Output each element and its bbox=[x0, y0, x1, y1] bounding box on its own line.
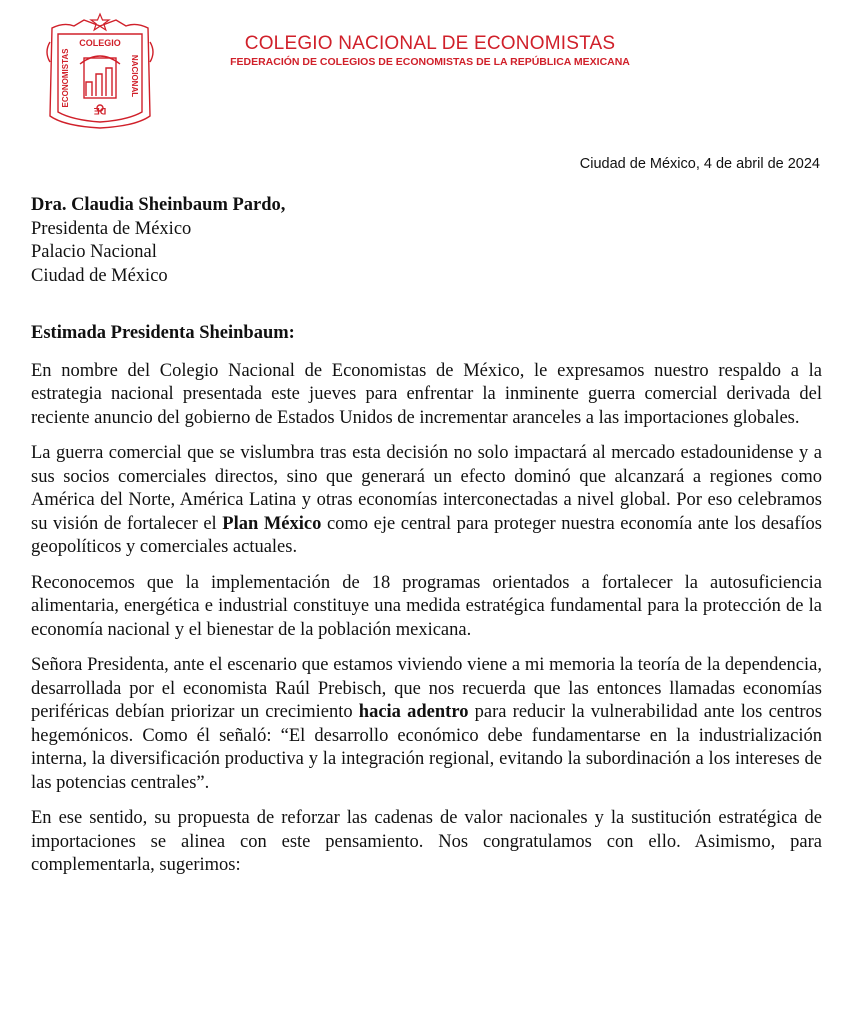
recipient-title: Presidenta de México bbox=[31, 218, 192, 239]
letterhead-org bbox=[160, 33, 700, 69]
letter-body bbox=[31, 322, 822, 890]
date-line: Ciudad de México, 4 de abril de 2024 bbox=[579, 156, 820, 172]
paragraph-3: Reconocemos que la implementación de 18 programas orientados a fortalecer la autosuficiencia alimentaria, energética e industrial constituye una medida estratégica fundamental para la protección de la economía nacional y el bienestar de la población mexicana. bbox=[31, 572, 822, 640]
paragraph-4-text-b: para reducir la vulnerabilidad ante los centros hegemónicos. Como él señaló: “El desarrollo económico debe fundamentarse en la industrialización interna, la diversificación productiva y la integración regional, evitando la subordinación a los intereses de las potencias centrales”. bbox=[31, 702, 822, 793]
paragraph-4 bbox=[31, 654, 822, 795]
paragraph-2-text-a: La guerra comercial que se vislumbra tras esta decisión no solo impactará al mercado estadounidense y a sus socios comerciales directos, sino que generará un efecto dominó que alcanzará a regiones como América del Norte, América Latina y otras economías interconectadas a nivel global. Por eso celebramos su visión de fortalecer el bbox=[31, 443, 822, 534]
paragraph-2-text-b: como eje central para proteger nuestra economía ante los desafíos geopolíticos y comerciales actuales. bbox=[31, 513, 822, 557]
paragraph-5: En ese sentido, su propuesta de reforzar las cadenas de valor nacionales y la sustitución estratégica de importaciones se alinea con este pensamiento. Nos congratulamos con ello. Asimismo, para complementarla, sugerimos: bbox=[31, 808, 822, 875]
paragraph-4-text-a: Señora Presidenta, ante el escenario que estamos viviendo viene a mi memoria la teoría de la dependencia, desarrollada por el economista Raúl Prebisch, que nos recuerda que las entonces llamadas economías periféricas debían priorizar un crecimiento bbox=[31, 655, 822, 722]
recipient-address-2: Ciudad de México bbox=[31, 265, 168, 286]
federation-name: FEDERACIÓN DE COLEGIOS DE ECONOMISTAS DE LA REPÚBLICA MEXICANA bbox=[230, 56, 630, 68]
college-seal-logo bbox=[44, 12, 156, 132]
recipient-address-1: Palacio Nacional bbox=[31, 242, 157, 262]
seal-text-left: ECONOMISTAS bbox=[61, 48, 70, 108]
paragraph-1: En nombre del Colegio Nacional de Economistas de México, le expresamos nuestro respaldo a la estrategia nacional presentada este jueves para enfrentar la inminente guerra comercial derivada del reciente anuncio del gobierno de Estados Unidos de incrementar aranceles a las importaciones globales. bbox=[31, 360, 822, 428]
seal-text-bottom: DE bbox=[93, 106, 107, 116]
paragraph-2 bbox=[31, 442, 822, 560]
recipient-block bbox=[31, 194, 285, 288]
hacia-adentro-emphasis: hacia adentro bbox=[358, 702, 469, 722]
plan-mexico-emphasis: Plan México bbox=[222, 513, 322, 534]
seal-text-top: COLEGIO bbox=[79, 38, 121, 48]
seal-text-right: NACIONAL bbox=[130, 54, 139, 98]
org-name: COLEGIO NACIONAL DE ECONOMISTAS bbox=[244, 33, 616, 54]
salutation: Estimada Presidenta Sheinbaum: bbox=[31, 323, 295, 343]
recipient-name: Dra. Claudia Sheinbaum Pardo, bbox=[31, 195, 286, 215]
